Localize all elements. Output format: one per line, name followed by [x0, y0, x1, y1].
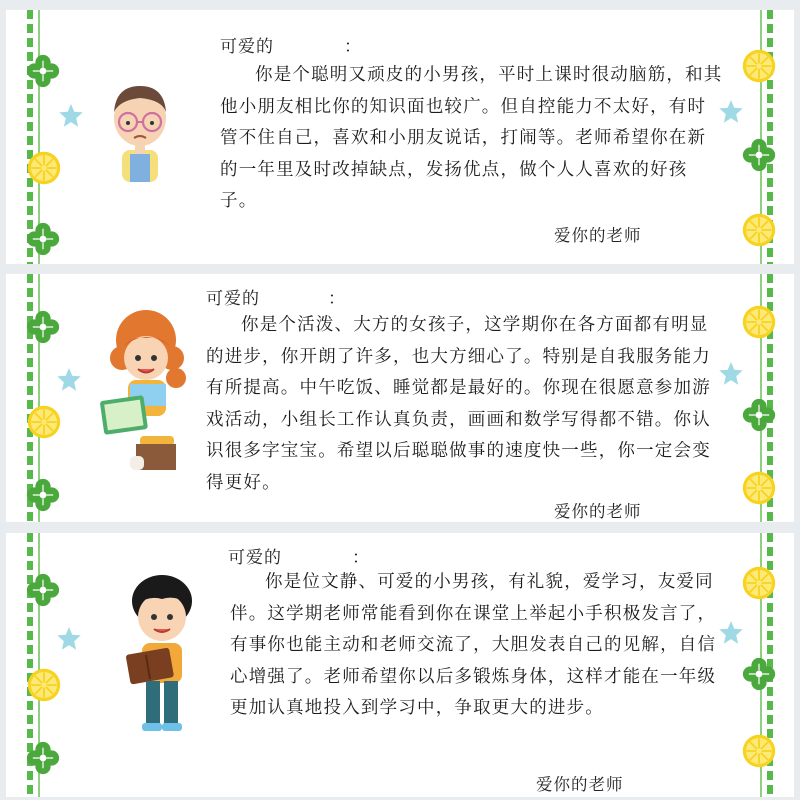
boy-holding-book-avatar [116, 567, 208, 737]
lemon-slice-icon [741, 212, 777, 248]
teacher-signature: 爱你的老师 [554, 502, 642, 521]
clover-icon [26, 54, 60, 88]
comment-card-1 [6, 10, 794, 264]
girl-reading-book-avatar [94, 306, 200, 476]
teacher-signature: 爱你的老师 [536, 775, 624, 794]
teacher-signature: 爱你的老师 [554, 226, 642, 245]
star-icon [56, 625, 82, 651]
clover-icon [26, 222, 60, 256]
lemon-slice-icon [741, 733, 777, 769]
lemon-slice-icon [26, 667, 62, 703]
lemon-slice-icon [741, 48, 777, 84]
clover-icon [26, 741, 60, 775]
boy-with-glasses-avatar [102, 72, 178, 192]
greeting-text: 可爱的 [228, 548, 282, 568]
clover-icon [26, 310, 60, 344]
greeting-colon: ： [344, 37, 361, 57]
star-icon [718, 619, 744, 645]
greeting-text: 可爱的 [206, 289, 260, 309]
comment-body: 你是位文静、可爱的小男孩，有礼貌，爱学习，友爱同伴。这学期老师常能看到你在课堂上举起小手积极发言了，有事你也能主动和老师交流了，大胆发表自己的见解，自信心增强了。老师希望你以后多锻炼身体，这样才能在一年级更加认真地投入到学习中，争取更大的进步。 [230, 572, 717, 718]
lemon-slice-icon [26, 150, 62, 186]
comment-card-3 [6, 533, 794, 797]
lemon-slice-icon [741, 304, 777, 340]
clover-icon [26, 478, 60, 512]
clover-icon [742, 138, 776, 172]
star-icon [58, 102, 84, 128]
lemon-slice-icon [741, 470, 777, 506]
comment-body: 你是个聪明又顽皮的小男孩，平时上课时很动脑筋，和其他小朋友相比你的知识面也较广。但自控能力不太好，有时管不住自己，喜欢和小朋友说话，打闹等。老师希望你在新的一年里及时改掉缺点，发扬优点，做个人人喜欢的好孩子。 [220, 65, 723, 211]
greeting-text: 可爱的 [220, 37, 274, 57]
greeting-colon: ： [328, 289, 345, 309]
greeting-colon: ： [352, 548, 369, 568]
star-icon [56, 366, 82, 392]
clover-icon [26, 573, 60, 607]
comment-card-2 [6, 274, 794, 522]
comment-body: 你是个活泼、大方的女孩子，这学期你在各方面都有明显的进步，你开朗了许多，也大方细心了。特别是自我服务能力有所提高。中午吃饭、睡觉都是最好的。你现在很愿意参加游戏活动，小组长工作认真负责，画画和数学写得都不错。你认识很多字宝宝。希望以后聪聪做事的速度快一些，你一定会变得更好。 [206, 315, 711, 493]
lemon-slice-icon [741, 565, 777, 601]
clover-icon [742, 398, 776, 432]
lemon-slice-icon [26, 404, 62, 440]
clover-icon [742, 657, 776, 691]
